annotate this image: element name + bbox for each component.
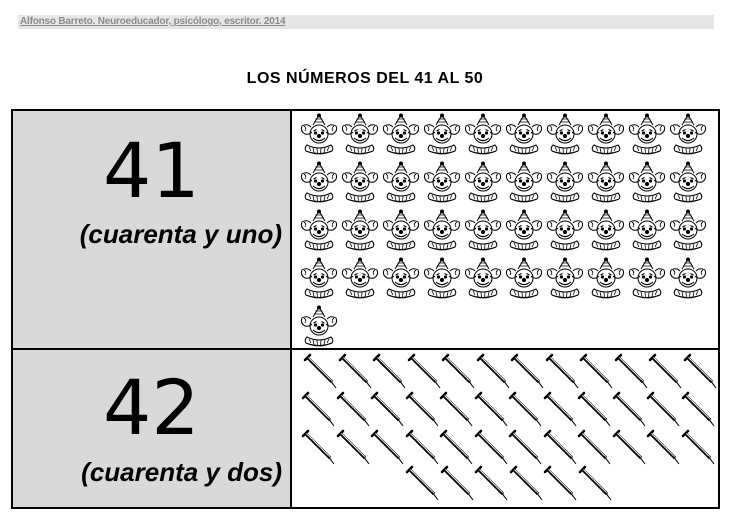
nail-icon	[575, 464, 613, 502]
nail-icon	[540, 428, 578, 466]
nail-icon	[298, 428, 336, 466]
clown-icon	[463, 161, 503, 205]
nail-icon	[402, 464, 440, 502]
nail-icon	[680, 352, 718, 390]
clown-icon	[299, 305, 339, 349]
clown-icon	[668, 113, 708, 157]
clown-icon	[340, 209, 380, 253]
clown-icon	[668, 161, 708, 205]
number-cell	[13, 111, 292, 348]
nail-icon	[402, 390, 440, 428]
clown-icon	[340, 257, 380, 301]
clown-icon	[463, 113, 503, 157]
clown-icon	[504, 257, 544, 301]
nail-icon	[367, 428, 405, 466]
nail-icon	[643, 428, 681, 466]
nail-icon	[471, 464, 509, 502]
nail-icon	[505, 428, 543, 466]
nail-icon	[404, 352, 442, 390]
nail-icon	[471, 428, 509, 466]
nail-icon	[576, 352, 614, 390]
clown-icon	[504, 113, 544, 157]
nail-icon	[333, 428, 371, 466]
clown-icon	[586, 257, 626, 301]
nail-icon	[437, 464, 475, 502]
clown-icon	[545, 113, 585, 157]
nail-icon	[473, 352, 511, 390]
nail-icon	[471, 390, 509, 428]
nail-icon	[574, 428, 612, 466]
nail-icon	[645, 352, 683, 390]
clown-icon	[299, 161, 339, 205]
clown-icon	[545, 209, 585, 253]
clown-icon	[381, 113, 421, 157]
nail-icon	[507, 352, 545, 390]
nail-icon	[609, 390, 647, 428]
nail-icon	[298, 390, 336, 428]
clown-icon	[422, 113, 462, 157]
nail-icon	[611, 352, 649, 390]
clown-icon	[627, 161, 667, 205]
number-row-41	[13, 111, 718, 350]
clown-icon	[504, 209, 544, 253]
nail-icon	[542, 352, 580, 390]
number-cell	[13, 350, 292, 507]
author-line: Alfonso Barreto. Neuroeducador, psicólogo, escritor. 2014	[20, 16, 286, 27]
number-row-42	[13, 350, 718, 507]
number-words: (cuarenta y dos)	[81, 457, 282, 487]
clown-icon	[627, 209, 667, 253]
clown-icon	[381, 161, 421, 205]
nail-icon	[367, 390, 405, 428]
clown-icon	[422, 161, 462, 205]
nail-icon	[505, 390, 543, 428]
picture-cell	[292, 350, 718, 507]
clown-icon	[381, 257, 421, 301]
clown-icon	[422, 209, 462, 253]
nail-icon	[335, 352, 373, 390]
clown-icon	[504, 161, 544, 205]
nail-icon	[333, 390, 371, 428]
nail-icon	[643, 390, 681, 428]
clown-icon	[627, 257, 667, 301]
clown-icon	[340, 113, 380, 157]
nail-icon	[678, 428, 716, 466]
header-bar	[18, 15, 714, 29]
clown-icon	[586, 113, 626, 157]
clown-icon	[299, 257, 339, 301]
clown-icon	[299, 113, 339, 157]
number-words: (cuarenta y uno)	[79, 219, 282, 249]
nail-icon	[402, 428, 440, 466]
big-number: 42	[103, 363, 200, 452]
clown-icon	[668, 257, 708, 301]
page-title: LOS NÚMEROS DEL 41 AL 50	[246, 70, 484, 87]
clown-icon	[668, 209, 708, 253]
clown-icon	[299, 209, 339, 253]
nail-icon	[574, 390, 612, 428]
clown-icon	[381, 209, 421, 253]
clown-icon	[586, 161, 626, 205]
clown-icon	[422, 257, 462, 301]
nail-icon	[436, 428, 474, 466]
clown-icon	[586, 209, 626, 253]
clown-icon	[463, 209, 503, 253]
nail-icon	[436, 390, 474, 428]
nail-icon	[540, 464, 578, 502]
nail-icon	[609, 428, 647, 466]
nail-icon	[369, 352, 407, 390]
clown-icon	[545, 161, 585, 205]
clown-icon	[545, 257, 585, 301]
clown-icon	[627, 113, 667, 157]
clown-icon	[463, 257, 503, 301]
clown-icon	[340, 161, 380, 205]
nail-icon	[540, 390, 578, 428]
nail-icon	[438, 352, 476, 390]
big-number: 41	[103, 126, 200, 215]
nail-icon	[300, 352, 338, 390]
nail-icon	[678, 390, 716, 428]
nail-icon	[506, 464, 544, 502]
number-table	[11, 109, 720, 509]
picture-cell	[292, 111, 718, 348]
